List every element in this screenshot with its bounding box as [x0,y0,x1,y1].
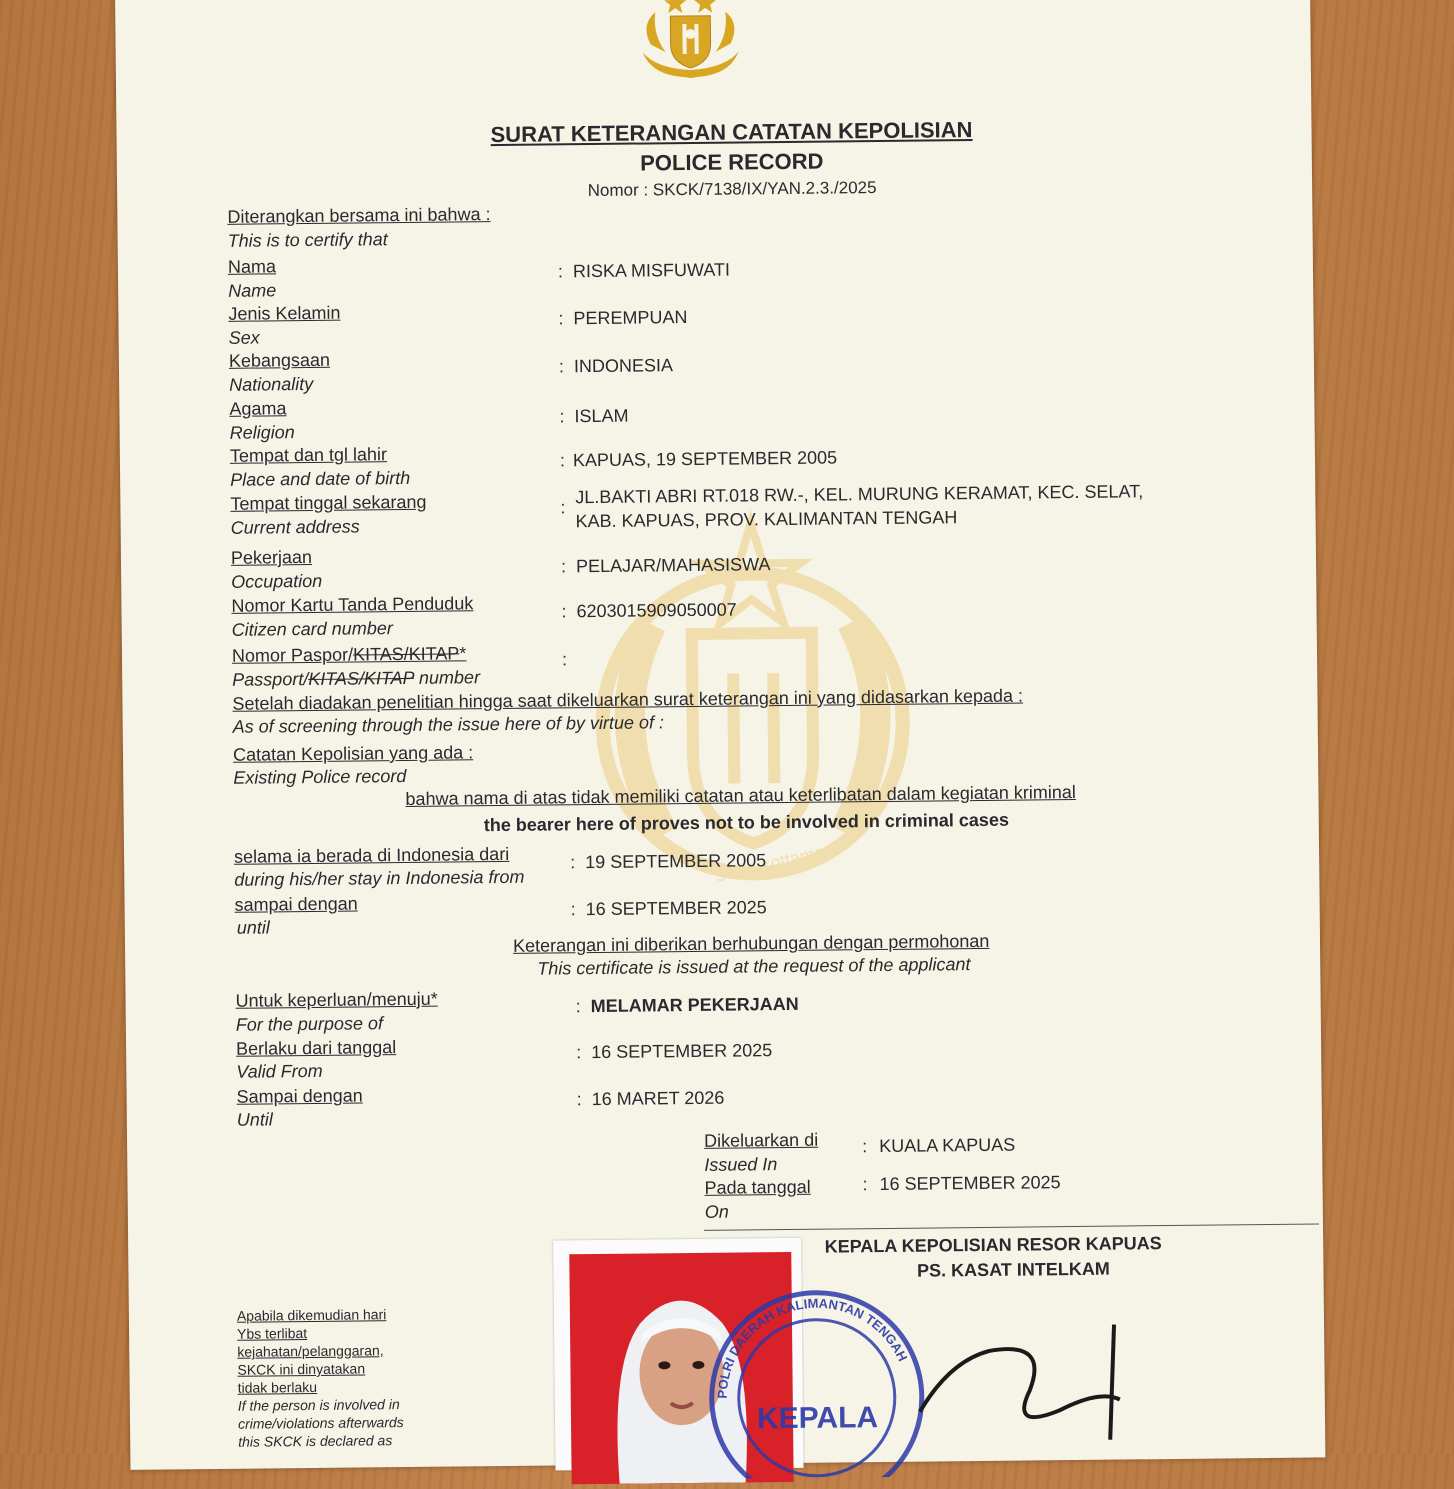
field-value: KAPUAS, 19 SEPTEMBER 2005 [572,447,838,471]
colon: : [576,1089,582,1110]
field-label-en: For the purpose of [235,1013,384,1035]
colon: : [862,1174,868,1195]
intro-id: Diterangkan bersama ini bahwa : [227,204,491,227]
record-statement-en: the bearer here of proves not to be involved in criminal cases [483,809,1010,836]
field-value: 16 SEPTEMBER 2025 [879,1172,1061,1195]
field-label-id: Jenis Kelamin [228,302,341,324]
field-value: 6203015909050007 [576,599,737,622]
police-record-document [115,0,1325,1470]
field-label-en: during his/her stay in Indonesia from [234,866,525,890]
watermark-motto: sewa kottama [713,841,827,886]
field-value: PELAJAR/MAHASISWA [575,554,771,577]
document-number: Nomor : SKCK/7138/IX/YAN.2.3./2025 [587,178,877,201]
colon: : [560,556,567,577]
field-value: INDONESIA [573,355,674,377]
colon: : [559,406,565,427]
stamp-center-text: KEPALA [756,1401,879,1436]
field-value: 16 SEPTEMBER 2025 [591,1040,773,1063]
field-value: JL.BAKTI ABRI RT.018 RW.-, KEL. MURUNG KERAMAT, KEC. SELAT, [575,481,1144,508]
colon: : [558,308,564,329]
field-label-id: Kebangsaan [228,349,331,371]
field-value: 19 SEPTEMBER 2005 [585,850,767,873]
field-label-en: Place and date of birth [230,467,411,490]
police-emblem-icon [630,0,751,85]
field-label-en: Occupation [231,570,323,592]
validity-note: Apabila dikemudian hari Ybs terlibat kejahatan/pelanggaran, SKCK ini dinyatakan tidak berlaku If the person is involved in crime/violations afterwards this SKCK is declared as [236,1306,404,1450]
document-title: SURAT KETERANGAN CATATAN KEPOLISIAN [490,117,973,148]
colon: : [558,356,565,377]
field-label-en: Name [228,280,277,301]
field-label-en: Current address [230,516,360,538]
field-label-id: Tempat tinggal sekarang [230,491,427,514]
stamp-ring-text: POLRI DAERAH KALIMANTAN TENGAH [714,1295,911,1399]
colon: : [557,261,564,282]
field-label-en: Sex [228,327,260,348]
field-label-id: Sampai dengan [236,1085,363,1107]
field-value: RISKA MISFUWATI [572,259,731,282]
colon: : [561,649,568,670]
field-label-en: Passport/KITAS/KITAP number [232,667,481,690]
signatory-position: PS. KASAT INTELKAM [917,1258,1110,1281]
field-label-id: Pekerjaan [230,546,313,568]
colon: : [560,497,566,518]
colon: : [576,1042,582,1063]
field-label-id: sampai dengan [234,893,358,915]
field-label-en: Religion [229,422,295,443]
field-label-id: selama ia berada di Indonesia dari [233,843,510,867]
field-value: PEREMPUAN [573,307,688,329]
field-value: KUALA KAPUAS [879,1134,1016,1157]
field-label-id: Nomor Paspor/KITAS/KITAP* [231,643,467,666]
field-value-line2: KAB. KAPUAS, PROV. KALIMANTAN TENGAH [575,507,958,532]
request-en: This certificate is issued at the request of the applicant [537,954,971,979]
colon: : [862,1136,868,1157]
colon: : [575,996,581,1017]
field-label-id: Nama [227,256,277,277]
colon: : [561,601,567,622]
divider-line [704,1223,1319,1230]
colon: : [570,852,576,873]
field-label-en: Issued In [704,1154,778,1175]
field-label-en: Until [236,1109,273,1130]
field-value: 16 MARET 2026 [591,1087,725,1110]
record-id: Catatan Kepolisian yang ada : [232,742,474,765]
intro-en: This is to certify that [227,229,388,251]
field-label-id: Agama [229,398,287,419]
record-en: Existing Police record [233,765,407,788]
record-statement-id: bahwa nama di atas tidak memiliki catatan atau keterlibatan dalam kegiatan kriminal [405,781,1076,810]
official-stamp-icon [701,1287,933,1479]
field-label-id: Untuk keperluan/menuju* [235,988,438,1011]
field-label-id: Berlaku dari tanggal [235,1037,397,1059]
request-id: Keterangan ini diberikan berhubungan dengan permohonan [512,930,990,956]
screening-id: Setelah diadakan penelitian hingga saat dikeluarkan surat keterangan ini yang didasarkan kepada : [232,685,1024,714]
screening-en: As of screening through the issue here of by virtue of : [232,712,665,737]
field-value: ISLAM [574,405,629,427]
field-label-id: Dikeluarkan di [703,1129,819,1151]
signatory-title: KEPALA KEPOLISIAN RESOR KAPUAS [824,1233,1162,1257]
field-label-en: Citizen card number [231,618,393,640]
field-value: 16 SEPTEMBER 2025 [585,897,767,920]
field-value: MELAMAR PEKERJAAN [590,993,799,1017]
field-label-id: Pada tanggal [704,1176,811,1198]
colon: : [559,450,566,471]
field-label-en: Nationality [229,373,314,395]
field-label-id: Nomor Kartu Tanda Penduduk [231,593,474,616]
colon: : [570,899,576,920]
field-label-en: until [236,917,270,938]
document-subtitle: POLICE RECORD [640,148,824,176]
field-label-id: Tempat dan tgl lahir [229,444,388,466]
field-label-en: Valid From [236,1060,323,1082]
field-label-en: On [704,1201,729,1222]
svg-text:POLRI DAERAH KALIMANTAN TENGAH [714,1295,911,1399]
signature-icon [909,1309,1160,1452]
